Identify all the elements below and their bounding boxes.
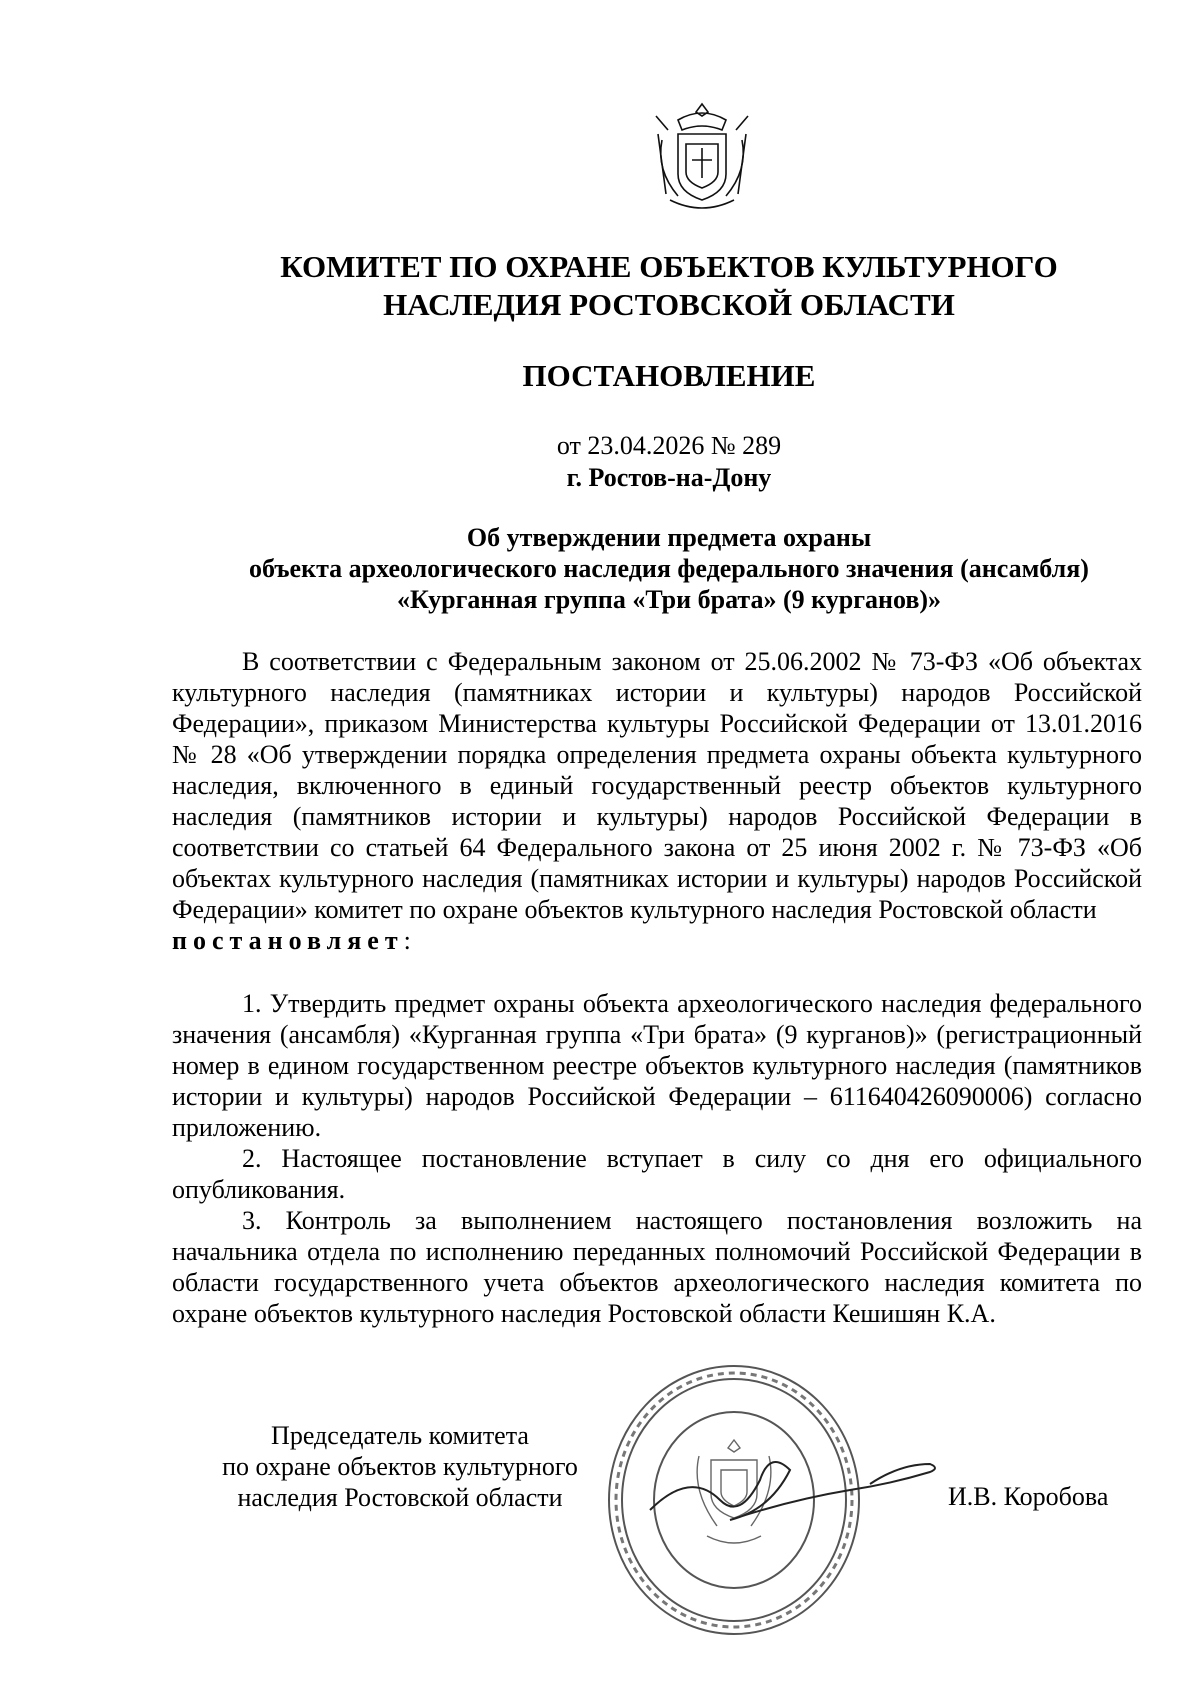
position-line-2: по охране объектов культурного	[222, 1452, 578, 1481]
organization-name	[0, 248, 1200, 324]
place: г. Ростов-на-Дону	[566, 463, 772, 492]
coat-of-arms-icon	[648, 100, 756, 212]
item-1: 1. Утвердить предмет охраны объекта археологического наследия федерального значения (ансамбля) «Курганная группа «Три брата» (9 курганов)» (регистрационный номер в едином государственном реестре объектов культурного наследия (памятников истории и культуры) народов Российской Федерации – 611640426090006) согласно приложению.	[172, 989, 1142, 1142]
title-line-2: объекта археологического наследия федерального значения (ансамбля)	[249, 554, 1089, 583]
handwritten-signature	[640, 1440, 940, 1560]
preamble-paragraph	[172, 646, 1142, 956]
org-line-1: КОМИТЕТ ПО ОХРАНЕ ОБЪЕКТОВ КУЛЬТУРНОГО	[280, 249, 1058, 284]
document-body	[172, 646, 1142, 1329]
preamble-text: В соответствии с Федеральным законом от 25.06.2002 № 73-ФЗ «Об объектах культурного наследия (памятниках истории и культуры) народов Российской Федерации», приказом Министерства культуры Российской Федерации от 13.01.2016 № 28 «Об утверждении порядка определения предмета охраны объекта культурного наследия, включенного в единый государственный реестр объектов культурного наследия (памятников истории и культуры) народов Российской Федерации в соответствии со статьей 64 Федерального закона от 25 июня 2002 г. № 73-ФЗ «Об объектах культурного наследия (памятниках истории и культуры) народов Российской Федерации» комитет по охране объектов культурного наследия Ростовской области	[172, 647, 1142, 924]
org-line-2: НАСЛЕДИЯ РОСТОВСКОЙ ОБЛАСТИ	[383, 287, 955, 322]
date-number: от 23.04.2026 № 289	[556, 431, 782, 460]
resolves-word: постановляет	[172, 926, 404, 955]
title-line-3: «Курганная группа «Три брата» (9 курганов)»	[396, 585, 942, 614]
date-block	[0, 430, 1200, 494]
resolves-colon: :	[403, 926, 411, 955]
position-line-1: Председатель комитета	[271, 1421, 529, 1450]
paragraph-gap	[172, 956, 1142, 988]
item-2: 2. Настоящее постановление вступает в силу со дня его официального опубликования.	[172, 1144, 1142, 1204]
position-line-3: наследия Ростовской области	[237, 1483, 563, 1512]
document-title	[0, 522, 1200, 615]
document-type-label: ПОСТАНОВЛЕНИЕ	[522, 358, 816, 393]
title-line-1: Об утверждении предмета охраны	[466, 523, 872, 552]
item-3: 3. Контроль за выполнением настоящего постановления возложить на начальника отдела по исполнению переданных полномочий Российской Федерации в области государственного учета объектов археологического наследия комитета по охране объектов культурного наследия Ростовской области Кешишян К.А.	[172, 1206, 1142, 1328]
signatory-position	[190, 1420, 610, 1513]
document-type	[0, 358, 1200, 394]
signatory-name: И.В. Коробова	[948, 1482, 1109, 1511]
